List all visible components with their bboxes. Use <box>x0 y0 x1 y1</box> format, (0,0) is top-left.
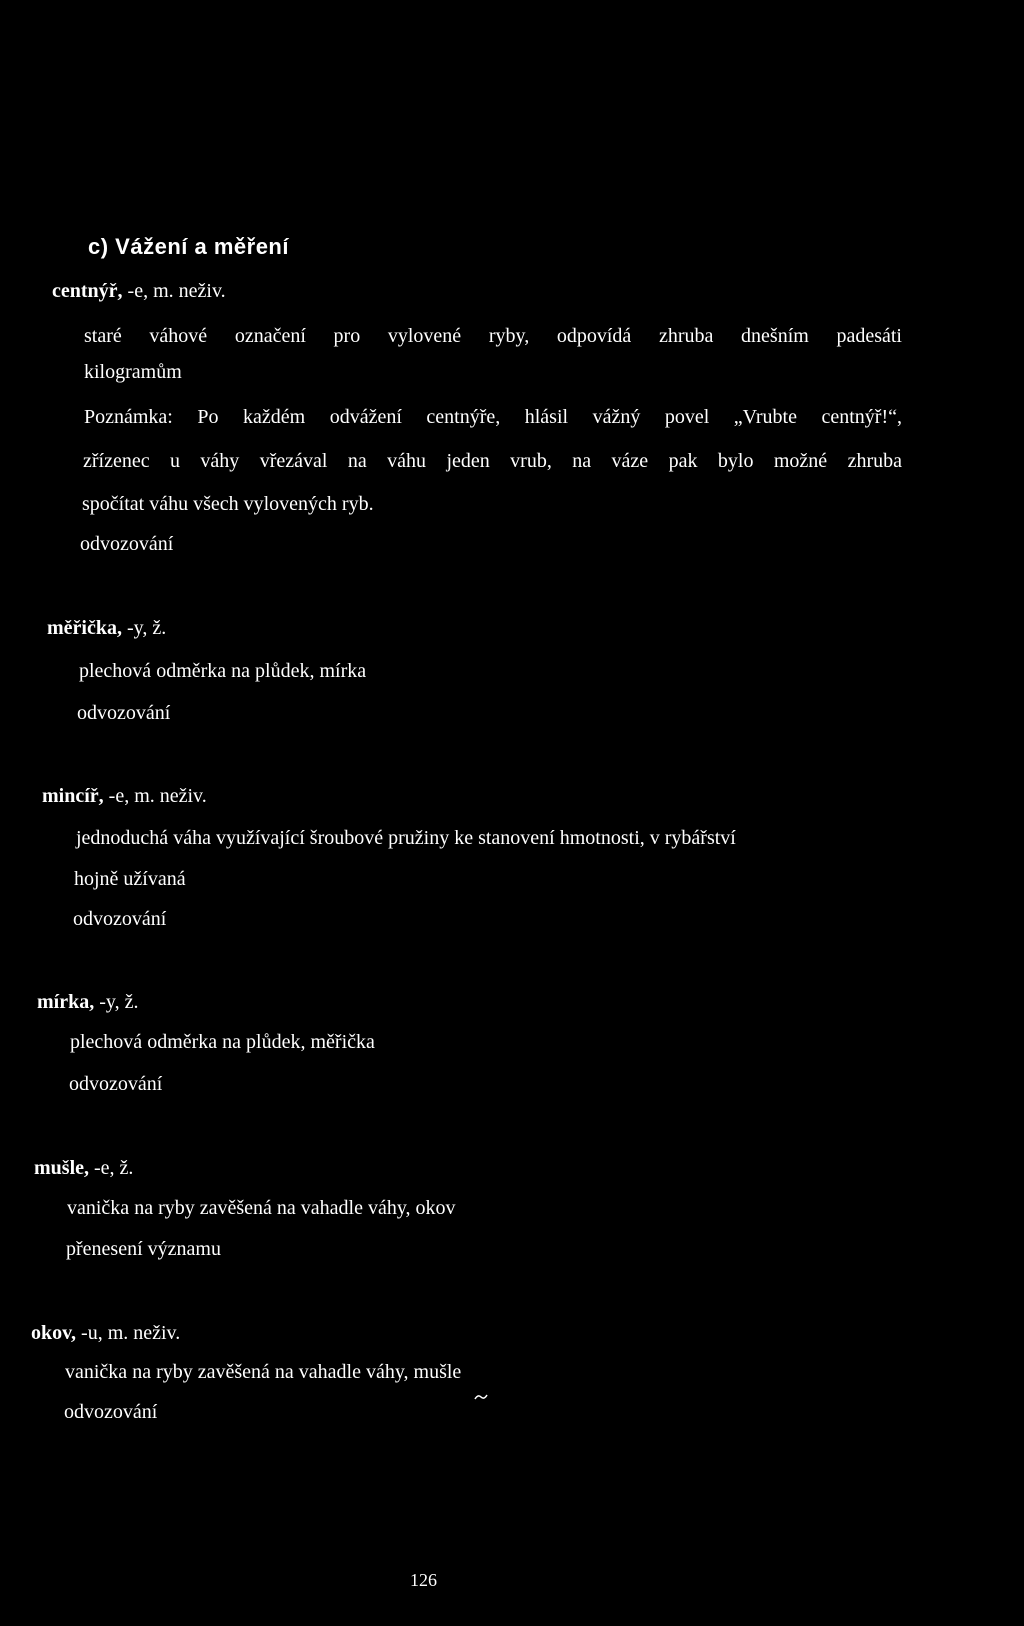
entry-note-line: spočítat váhu všech vylovených ryb. <box>82 493 374 515</box>
entry-category: přenesení významu <box>66 1238 221 1260</box>
entry-term: centnýř, <box>52 280 123 302</box>
entry-definition-line: plechová odměrka na plůdek, mírka <box>79 660 367 682</box>
entry-grammar: -y, ž. <box>99 991 139 1013</box>
entry-grammar: -e, m. neživ. <box>108 785 207 807</box>
scan-mark-icon <box>474 1393 488 1401</box>
entry-definition-line: hojně užívaná <box>74 868 186 890</box>
entry-definition-line: staré váhové označení pro vylovené ryby, odpovídá zhruba dnešním padesáti <box>84 325 902 347</box>
entry-term: okov, <box>31 1322 77 1344</box>
entry-headword <box>42 785 207 808</box>
entry-headword <box>31 1322 180 1345</box>
entry-grammar: -e, m. neživ. <box>127 280 226 302</box>
entry-headword <box>37 991 138 1014</box>
entry-term: měřička, <box>47 617 122 639</box>
entry-term: mušle, <box>34 1157 89 1179</box>
entry-term: mírka, <box>37 991 95 1013</box>
entry-category: odvozování <box>80 533 174 555</box>
entry-definition-line: vanička na ryby zavěšená na vahadle váhy, okov <box>67 1197 456 1219</box>
entry-definition-line: plechová odměrka na plůdek, měřička <box>70 1031 375 1053</box>
section-title: c) Vážení a měření <box>88 234 289 259</box>
entry-definition-line: jednoduchá váha využívající šroubové pružiny ke stanovení hmotnosti, v rybářství <box>76 827 736 849</box>
page-number: 126 <box>410 1570 437 1590</box>
entry-category: odvozování <box>69 1073 163 1095</box>
entry-headword <box>52 280 226 303</box>
entry-term: mincíř, <box>42 785 104 807</box>
entry-definition-line: vanička na ryby zavěšená na vahadle váhy, mušle <box>65 1361 462 1383</box>
entry-category: odvozování <box>64 1401 158 1423</box>
entry-category: odvozování <box>77 702 171 724</box>
entry-grammar: -y, ž. <box>126 617 167 639</box>
entry-note-line: Poznámka: Po každém odvážení centnýře, hlásil vážný povel „Vrubte centnýř!“, <box>84 406 902 428</box>
entry-headword <box>34 1157 133 1180</box>
entry-note-line: zřízenec u váhy vřezával na váhu jeden vrub, na váze pak bylo možné zhruba <box>83 450 902 472</box>
entry-grammar: -e, ž. <box>94 1157 134 1179</box>
entry-definition-line: kilogramům <box>84 361 182 383</box>
entry-headword <box>47 617 166 640</box>
entry-category: odvozování <box>73 908 167 930</box>
entry-grammar: -u, m. neživ. <box>81 1322 181 1344</box>
